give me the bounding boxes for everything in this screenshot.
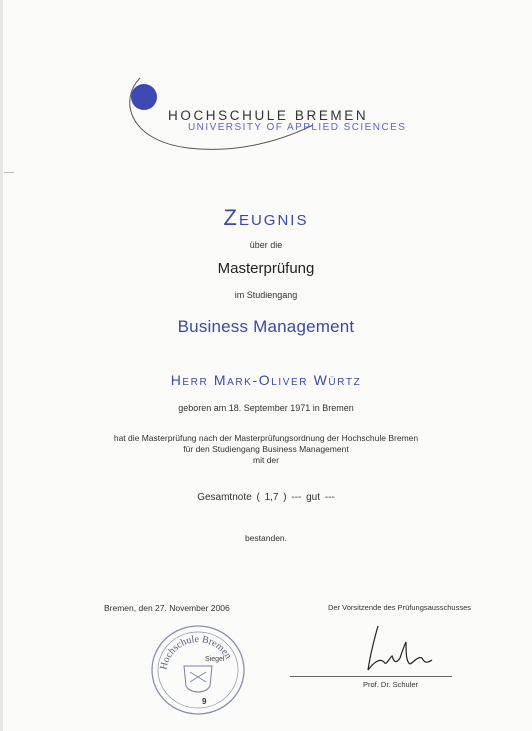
- official-seal: [148, 622, 248, 718]
- place-date: Bremen, den 27. November 2006: [104, 603, 230, 613]
- logo-institution-name: HOCHSCHULE BREMEN: [168, 108, 369, 123]
- logo-institution-subtitle: UNIVERSITY OF APPLIED SCIENCES: [188, 122, 407, 133]
- program-name: Business Management: [177, 317, 355, 336]
- statement-line-1: hat die Masterprüfung nach der Masterprüfungsordnung der Hochschule Bremen: [113, 433, 419, 443]
- statement-line-3: mit der: [253, 455, 279, 465]
- statement-line-2: für den Studiengang Business Management: [183, 444, 349, 454]
- scan-mark: [4, 172, 14, 173]
- scan-edge: [0, 0, 3, 731]
- seal-label: Siegel: [205, 656, 225, 663]
- signer-name: Prof. Dr. Schuler: [363, 680, 419, 689]
- in-program-text: im Studiengang: [234, 290, 298, 300]
- over-the-text: über die: [249, 240, 283, 250]
- handwritten-signature: [340, 618, 450, 678]
- logo-dot-icon: [131, 84, 157, 110]
- passed-text: bestanden.: [244, 533, 288, 543]
- seal-number: 9: [202, 697, 207, 706]
- chair-title: Der Vorsitzende des Prüfungsausschusses: [328, 603, 471, 612]
- certificate-title: Zeugnis: [223, 205, 309, 230]
- birth-info: geboren am 18. September 1971 in Bremen: [178, 403, 354, 413]
- exam-name: Masterprüfung: [217, 260, 315, 277]
- overall-grade: Gesamtnote ( 1,7 ) --- gut ---: [197, 492, 335, 503]
- signature-line: [290, 676, 452, 677]
- recipient-name: Herr Mark-Oliver Würtz: [170, 372, 362, 388]
- seal-arc-text: Hochschule Bremen: [158, 633, 234, 671]
